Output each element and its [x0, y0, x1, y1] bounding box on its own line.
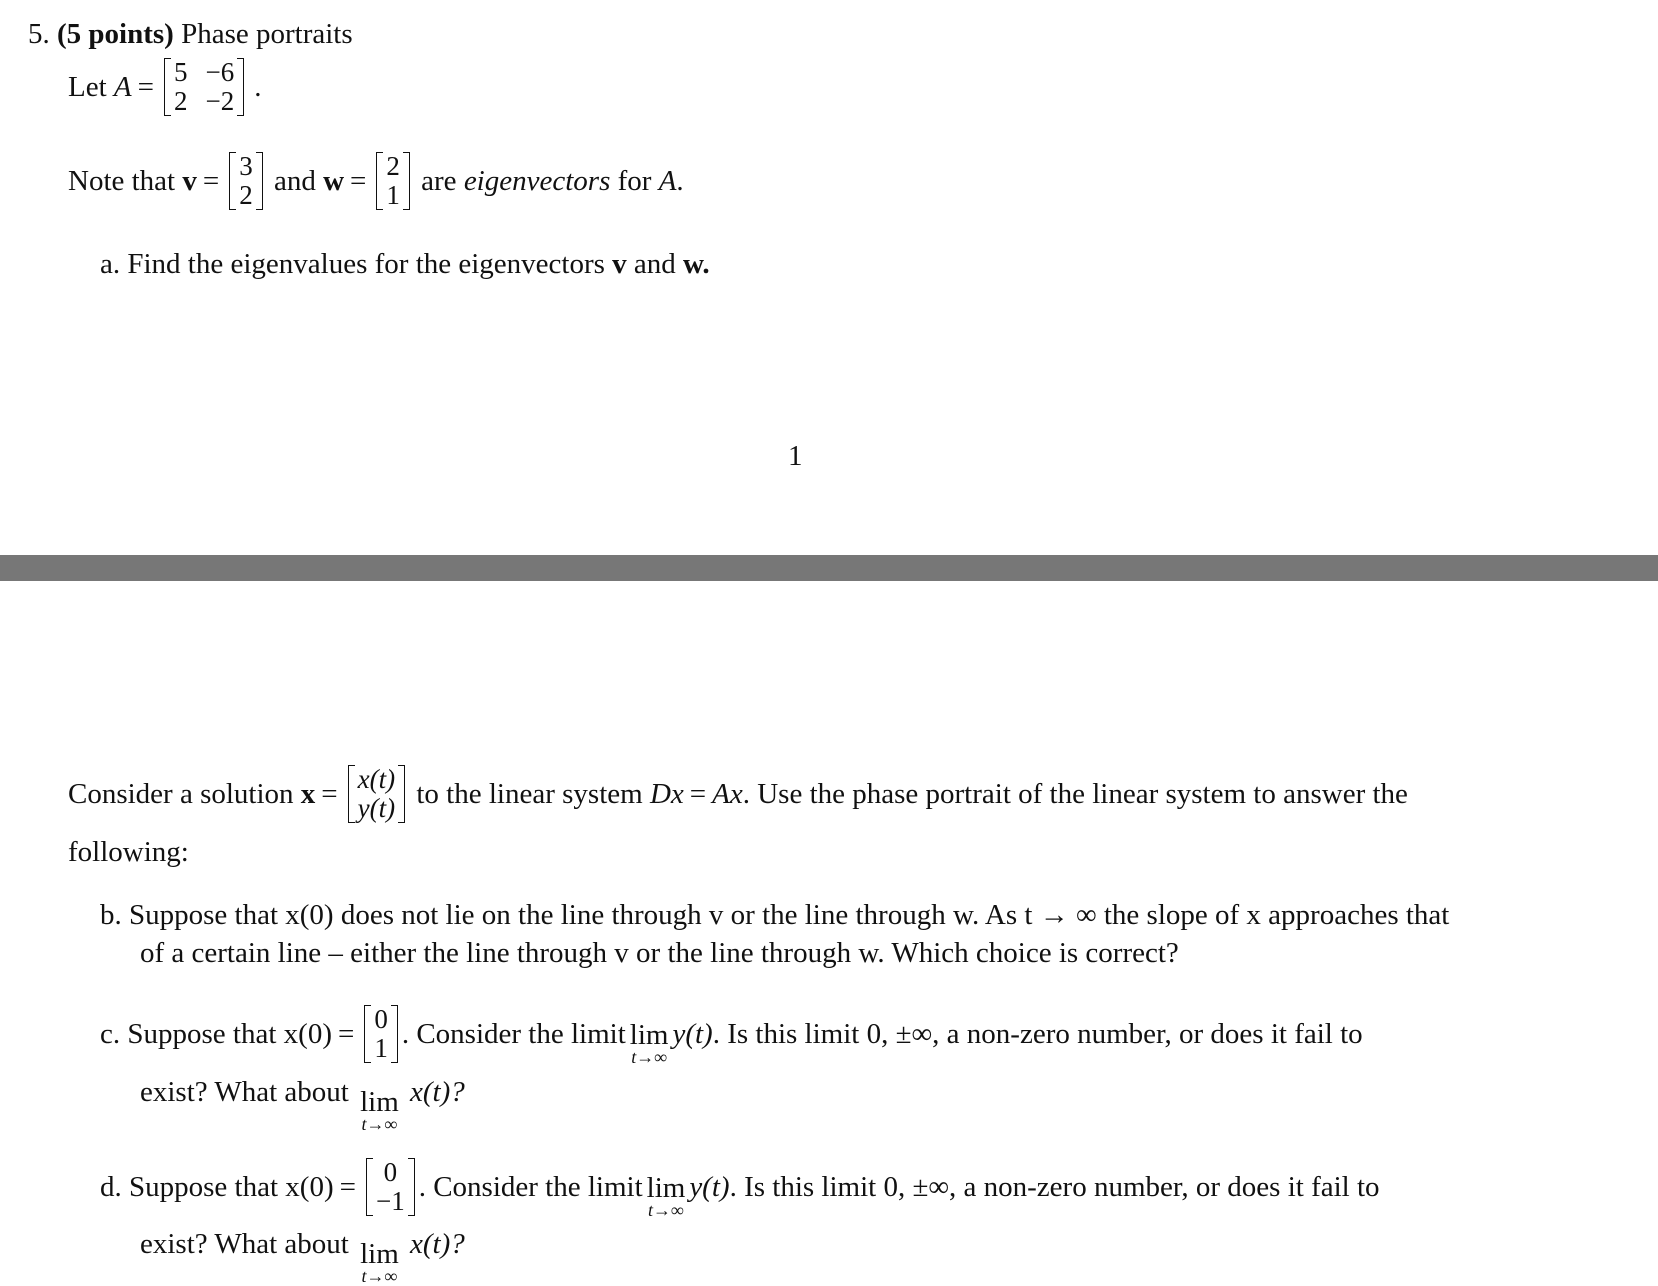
part-a-label: a.	[100, 248, 121, 280]
part-d-limit-x	[360, 1238, 399, 1286]
part-c-consider: . Consider the limit	[401, 1017, 626, 1050]
vector-w-entry: 1	[386, 180, 400, 210]
consider-lead: Consider a solution	[68, 777, 294, 810]
solution-vector-entry: y(t)	[357, 793, 396, 823]
part-b-line1: Suppose that x(0) does not lie on the line through v or the line through w. As t → ∞ the slope of x approaches that	[129, 899, 1450, 931]
matrix-definition: Let A = 5 −6 2 −2 .	[68, 57, 262, 116]
vector-v	[229, 152, 263, 210]
problem-number: 5.	[28, 18, 50, 50]
consider-Dx: Dx	[649, 777, 684, 810]
vector-v-entry: 3	[239, 151, 253, 181]
part-c-y: y(t)	[672, 1017, 713, 1050]
part-a-w: w.	[683, 248, 710, 280]
part-d-followup	[140, 1228, 465, 1286]
lim-subscript: t→∞	[648, 1200, 684, 1220]
consider-text2: . Use the phase portrait of the linear system to answer the	[742, 777, 1408, 810]
part-c: c. Suppose that x(0) = 0 1 . Consider the limit lim t→∞ y(t) . Is this limit 0, ±∞, a non-zero number, or does it fail to	[100, 1004, 1363, 1067]
solution-vector-entry: x(t)	[357, 764, 396, 794]
part-d-vector-entry: 0	[383, 1157, 398, 1187]
let-label: Let	[68, 70, 107, 103]
part-d-vector	[366, 1158, 415, 1216]
matrix-A	[164, 58, 244, 116]
following-label: following:	[68, 836, 189, 868]
part-a-and: and	[633, 248, 676, 280]
vector-v-entry: 2	[239, 180, 253, 210]
eigenvectors-label: eigenvectors	[463, 164, 611, 197]
are-label: are	[421, 164, 457, 197]
part-b-line2: of a certain line – either the line through v or the line through w. Which choice is correct?	[140, 937, 1179, 969]
part-c-vector-entry: 1	[374, 1033, 388, 1063]
page-number: 1	[788, 440, 803, 472]
lim-subscript: t→∞	[361, 1266, 398, 1286]
eigenvector-note: Note that v = 3 2 and w = 2 1 are eigenvectors for A .	[68, 151, 684, 210]
lim-word: lim	[629, 1019, 669, 1051]
part-c-followup	[140, 1076, 465, 1134]
part-d: d. Suppose that x(0) = 0 −1 . Consider the limit lim t→∞ y(t) . Is this limit 0, ±∞, a non-zero number, or does it fail to	[100, 1157, 1380, 1220]
consider-x: x	[300, 777, 316, 810]
w-name: w	[323, 164, 345, 197]
part-d-vector-entry: −1	[375, 1186, 405, 1216]
part-d-question: . Is this limit 0, ±∞, a non-zero number, or does it fail to	[729, 1170, 1380, 1203]
vector-w-entry: 2	[386, 151, 400, 181]
part-b-label: b.	[100, 899, 122, 931]
consider-text1: to the linear system	[416, 777, 643, 810]
solution-vector	[348, 765, 405, 823]
matrix-name-ref: A	[658, 164, 677, 197]
part-c-vector	[364, 1005, 398, 1063]
lim-subscript: t→∞	[361, 1114, 398, 1134]
part-d-limit	[646, 1172, 686, 1220]
matrix-A-cell: 2	[173, 86, 188, 116]
part-d-x: x(t)?	[410, 1228, 465, 1260]
part-c-x: x(t)?	[410, 1076, 465, 1108]
problem-title: Phase portraits	[181, 18, 353, 50]
part-a-text: Find the eigenvalues for the eigenvectors	[127, 248, 605, 280]
part-c-label: c.	[100, 1017, 121, 1050]
problem-heading	[28, 18, 353, 51]
v-name: v	[182, 164, 197, 197]
page-divider	[0, 555, 1658, 581]
lim-word: lim	[360, 1238, 399, 1270]
lim-subscript: t→∞	[631, 1047, 668, 1067]
and-label: and	[273, 164, 316, 197]
part-d-consider: . Consider the limit	[418, 1170, 643, 1203]
part-c-x0: x(0)	[283, 1017, 332, 1050]
matrix-A-cell: −2	[205, 86, 235, 116]
consider-solution: Consider a solution x = x(t) y(t) to the linear system Dx = Ax . Use the phase portrait of the linear system to answer the	[68, 764, 1408, 823]
part-b	[100, 896, 1449, 972]
for-label: for	[617, 164, 652, 197]
vector-w	[376, 152, 410, 210]
part-c-exist: exist? What about	[140, 1076, 349, 1108]
part-c-suppose: Suppose that	[127, 1017, 277, 1050]
part-a	[100, 248, 710, 281]
lim-word: lim	[646, 1172, 686, 1204]
note-label: Note that	[68, 164, 176, 197]
lim-word: lim	[360, 1086, 399, 1118]
part-c-limit	[629, 1019, 669, 1067]
matrix-name: A	[113, 70, 132, 103]
part-c-vector-entry: 0	[374, 1004, 388, 1034]
part-d-exist: exist? What about	[140, 1228, 349, 1260]
part-d-label: d.	[100, 1170, 122, 1203]
part-d-y: y(t)	[689, 1170, 730, 1203]
matrix-A-cell: −6	[205, 57, 235, 87]
matrix-A-cell: 5	[173, 57, 188, 87]
part-d-suppose: Suppose that	[129, 1170, 279, 1203]
part-d-x0: x(0)	[285, 1170, 334, 1203]
part-c-limit-x	[360, 1086, 399, 1134]
consider-Ax: Ax	[712, 777, 743, 810]
part-c-question: . Is this limit 0, ±∞, a non-zero number, or does it fail to	[712, 1017, 1363, 1050]
problem-points: (5 points)	[57, 18, 174, 50]
part-a-v: v	[612, 248, 627, 280]
